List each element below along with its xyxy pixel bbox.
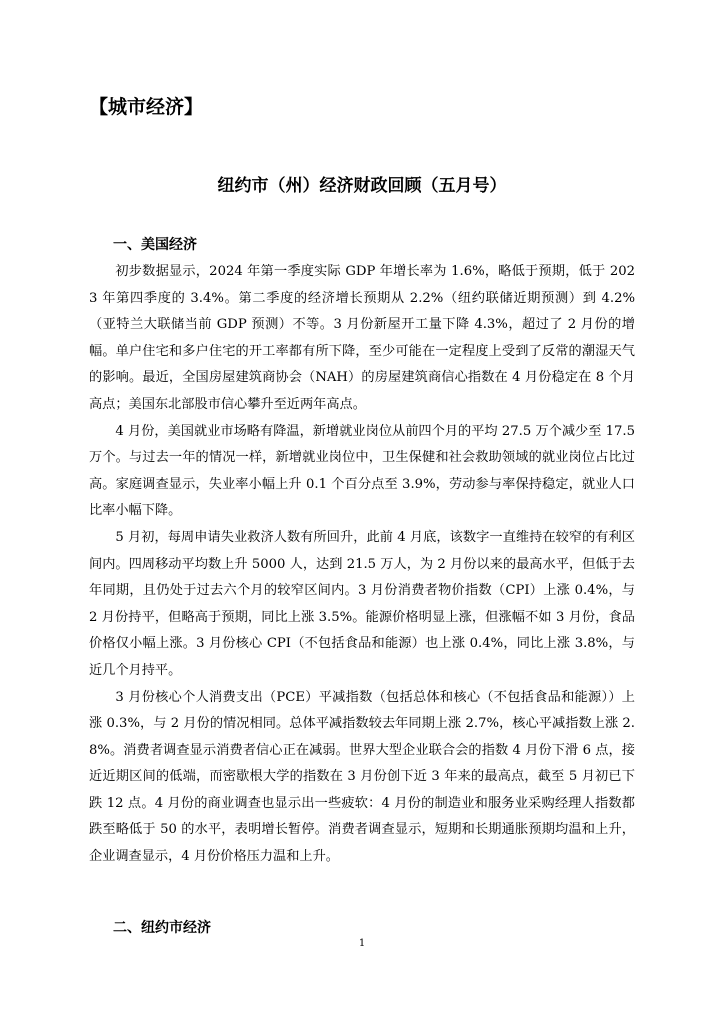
paragraph-gdp-housing: 初步数据显示，2024 年第一季度实际 GDP 年增长率为 1.6%，略低于预期，低于 2023 年第四季度的 3.4%。第二季度的经济增长预期从 2.2%（纽约联储近期预测）到 4.2%（亚特兰大联储当前 GDP 预测）不等。3 月份新屋开工量下降 4.3%，超过了 2 月份的增幅。单户住宅和多户住宅的开工率都有所下降，至少可能在一定程度上受到了反常的潮湿天气的影响。最近，全国房屋建筑商协会（NAH）的房屋建筑商信心指数在 4 月份稳定在 8 个月高点；美国东北部股市信心攀升至近两年高点。 bbox=[89, 264, 635, 412]
paragraph-pce-surveys: 3 月份核心个人消费支出（PCE）平减指数（包括总体和核心（不包括食品和能源））上涨 0.3%，与 2 月份的情况相同。总体平减指数较去年同期上涨 2.7%，核心平减指数上涨 2.8%。消费者调查显示消费者信心正在减弱。世界大型企业联合会的指数 4 月份下滑 6 点，接近近期区间的低端，而密歇根大学的指数在 3 月份创下近 3 年来的最高点，截至 5 月初已下跌 12 点。4 月份的商业调查也显示出一些疲软：4 月份的制造业和服务业采购经理人指数都跌至略低于 50 的水平，表明增长暂停。消费者调查显示，短期和长期通胀预期均温和上升，企业调查显示，4 月份价格压力温和上升。 bbox=[89, 689, 635, 865]
body-text bbox=[89, 259, 635, 871]
section-heading-us-economy: 一、美国经济 bbox=[113, 237, 197, 253]
page-title: 纽约市（州）经济财政回顾（五月号） bbox=[217, 176, 507, 196]
section-tag: 【城市经济】 bbox=[89, 96, 204, 118]
section-heading-nyc-economy: 二、纽约市经济 bbox=[113, 920, 211, 936]
page-number: 1 bbox=[358, 938, 366, 949]
paragraph-jobless-claims-cpi: 5 月初，每周申请失业救济人数有所回升，此前 4 月底，该数字一直维持在较窄的有利区间内。四周移动平均数上升 5000 人，达到 21.5 万人，为 2 月份以来的最高水平，但低于去年同期，且仍处于过去六个月的较窄区间内。3 月份消费者物价指数（CPI）上涨 0.4%，与 2 月份持平，但略高于预期，同比上涨 3.5%。能源价格明显上涨，但涨幅不如 3 月份，食品价格仅小幅上涨。3 月份核心 CPI（不包括食品和能源）也上涨 0.4%，同比上涨 3.8%，与近几个月持平。 bbox=[89, 529, 635, 678]
paragraph-employment: 4 月份，美国就业市场略有降温，新增就业岗位从前四个月的平均 27.5 万个减少至 17.5 万个。与过去一年的情况一样，新增就业岗位中，卫生保健和社会救助领域的就业岗位占比过高。家庭调查显示，失业率小幅上升 0.1 个百分点至 3.9%，劳动参与率保持稳定，就业人口比率小幅下降。 bbox=[89, 423, 635, 519]
